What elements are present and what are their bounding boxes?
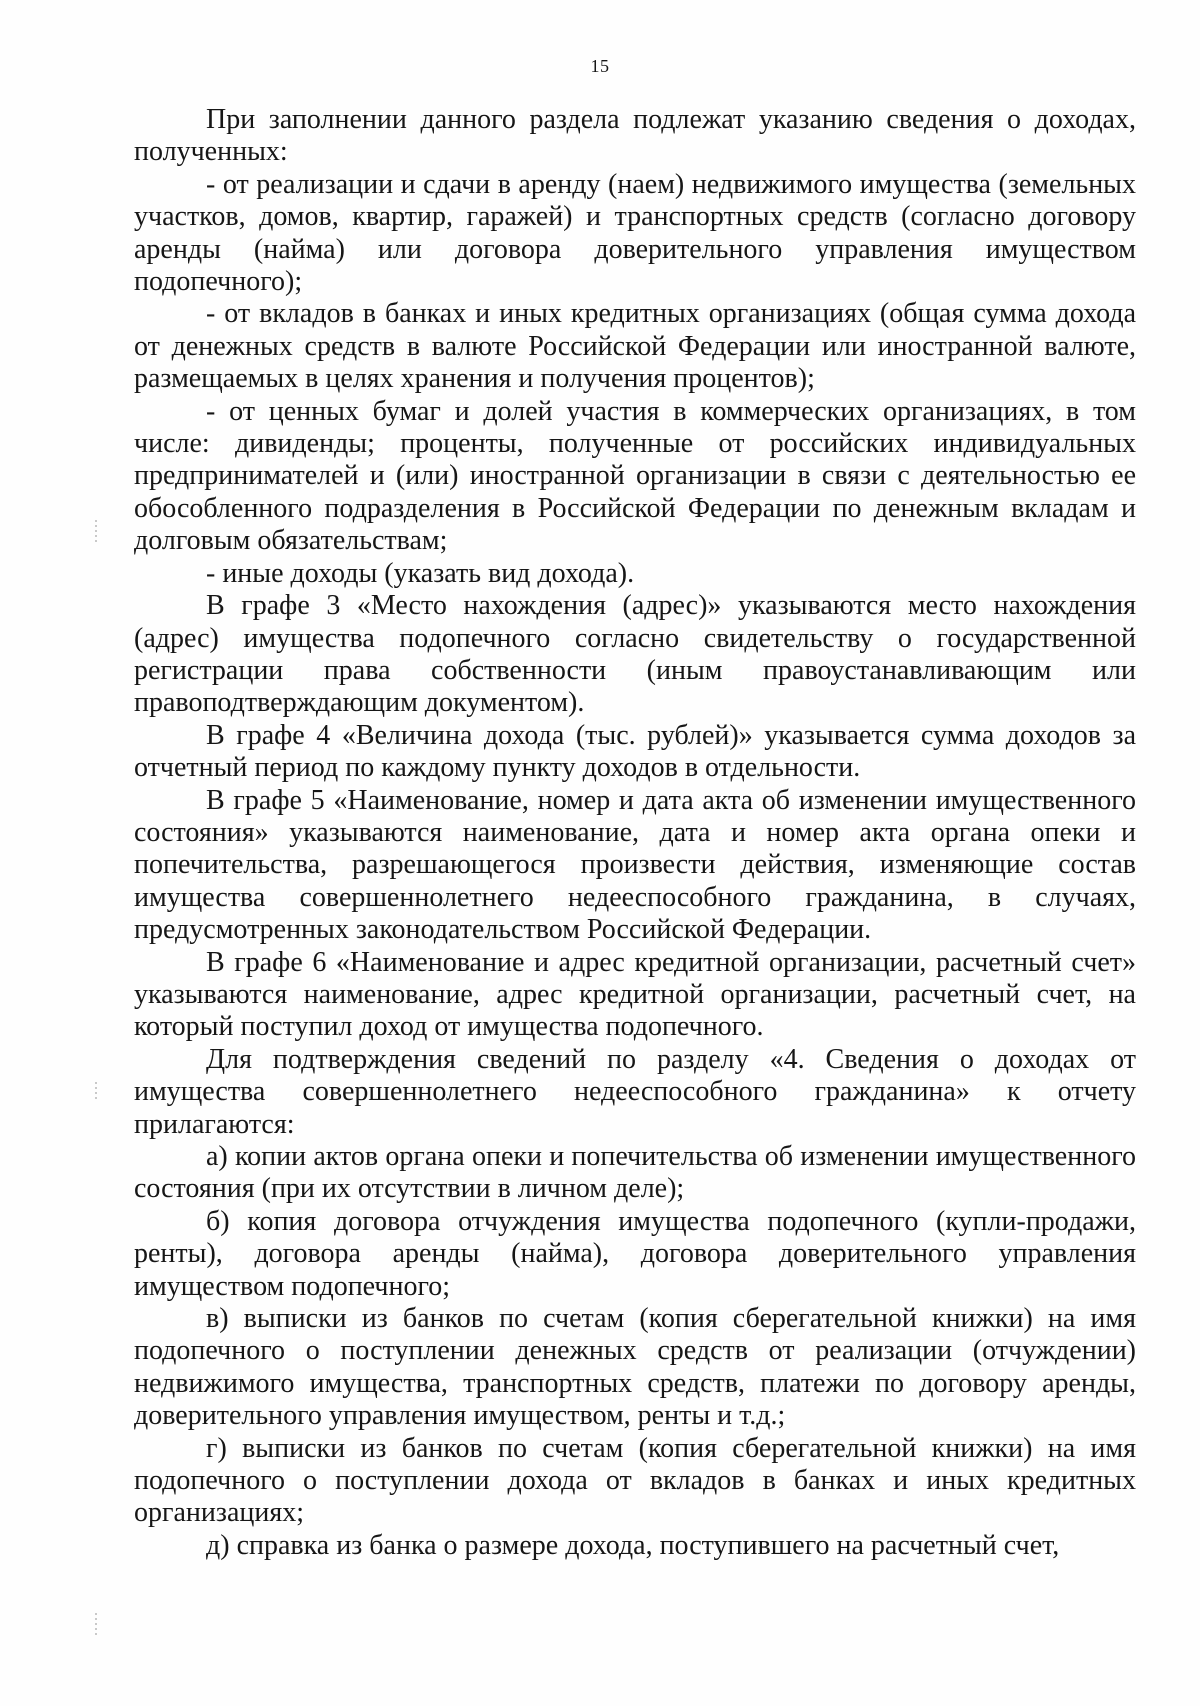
attachment-item-v: в) выписки из банков по счетам (копия сберегательной книжки) на имя подопечного о поступлении денежных средств от реализации (отчуждении) недвижимого имущества, транспортных средств, платежи по договору аренды, доверительного управления имуществом, ренты и т.д.; [134,1303,1136,1432]
scan-artifact [95,1082,97,1102]
list-item-real-estate-income: - от реализации и сдачи в аренду (наем) недвижимого имущества (земельных участков, домов, квартир, гаражей) и транспортных средств (согласно договору аренды (найма) или договора доверительного управления имуществом подопечного); [134,168,1136,298]
paragraph-column-3: В графе 3 «Место нахождения (адрес)» указываются место нахождения (адрес) имущества подопечного согласно свидетельству о государственной регистрации права собственности (иным правоустанавливающим или правоподтверждающим документом). [134,590,1136,719]
paragraph-column-4: В графе 4 «Величина дохода (тыс. рублей)» указывается сумма доходов за отчетный период по каждому пункту доходов в отдельности. [134,719,1136,784]
attachment-item-g: г) выписки из банков по счетам (копия сберегательной книжки) на имя подопечного о поступлении дохода от вкладов в банках и иных кредитных организациях; [134,1432,1136,1529]
list-item-bank-deposit-income: - от вкладов в банках и иных кредитных организациях (общая сумма дохода от денежных средств в валюте Российской Федерации или иностранной валюте, размещаемых в целях хранения и получения процентов); [134,298,1136,395]
paragraph-attachments-intro: Для подтверждения сведений по разделу «4. Сведения о доходах от имущества совершеннолетнего недееспособного гражданина» к отчету прилагаются: [134,1043,1136,1140]
paragraph-column-5: В графе 5 «Наименование, номер и дата акта об изменении имущественного состояния» указываются наименование, дата и номер акта органа опеки и попечительства, разрешающегося произвести действия, изменяющие состав имущества совершеннолетнего недееспособного гражданина, в случаях, предусмотренных законодательством Российской Федерации. [134,784,1136,946]
paragraph-intro: При заполнении данного раздела подлежат указанию сведения о доходах, полученных: [134,104,1136,168]
page-number: 15 [590,56,610,76]
scan-artifact [95,1613,97,1637]
paragraph-column-6: В графе 6 «Наименование и адрес кредитной организации, расчетный счет» указываются наименование, адрес кредитной организации, расчетный счет, на который поступил доход от имущества подопечного. [134,946,1136,1043]
list-item-securities-income: - от ценных бумаг и долей участия в коммерческих организациях, в том числе: дивиденды; проценты, полученные от российских индивидуальных предпринимателей и (или) иностранной организации в связи с деятельностью ее обособленного подразделения в Российской Федерации по денежным вкладам и долговым обязательствам; [134,395,1136,557]
scan-artifact [95,520,97,542]
list-item-other-income: - иные доходы (указать вид дохода). [206,557,635,589]
attachment-item-b: б) копия договора отчуждения имущества подопечного (купли-продажи, ренты), договора аренды (найма), договора доверительного управления имуществом подопечного; [134,1205,1136,1302]
attachment-item-a: а) копии актов органа опеки и попечительства об изменении имущественного состояния (при их отсутствии в личном деле); [134,1141,1136,1205]
document-body [134,104,1136,1562]
attachment-item-d: д) справка из банка о размере дохода, поступившего на расчетный счет, [206,1529,1060,1561]
